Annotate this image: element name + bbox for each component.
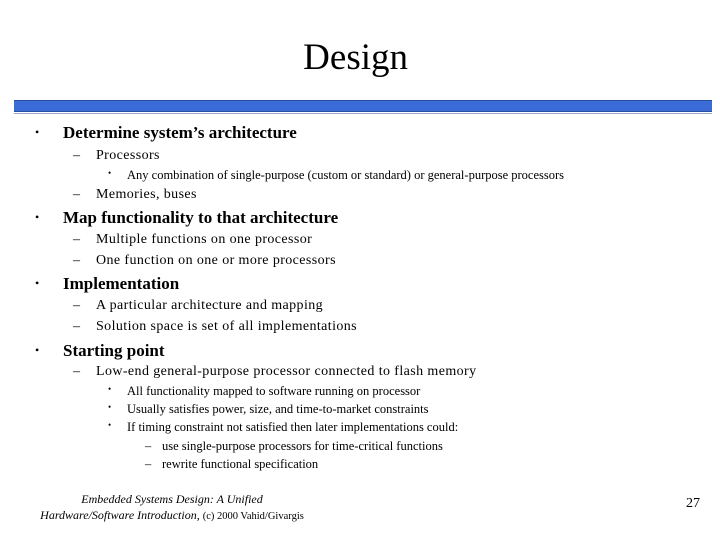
sub-sub-sub-item bbox=[145, 457, 319, 472]
sub-item-text: Solution space is set of all implementations bbox=[96, 319, 358, 334]
bullet-starting-point bbox=[35, 341, 165, 361]
sub-sub-item bbox=[108, 384, 421, 399]
footer-book-subtitle: Hardware/Software Introduction, bbox=[40, 508, 200, 522]
sub-item bbox=[73, 253, 336, 269]
footer-copyright: (c) 2000 Vahid/Givargis bbox=[202, 511, 304, 522]
sub-sub-item-text: All functionality mapped to software running on processor bbox=[127, 384, 421, 398]
page-number: 27 bbox=[686, 496, 700, 511]
dash-marker: – bbox=[73, 187, 81, 202]
bullet-map-functionality bbox=[35, 208, 339, 228]
dash-marker: – bbox=[145, 457, 152, 471]
title-underline-shadow bbox=[14, 113, 712, 114]
slide-footer bbox=[22, 491, 322, 525]
sub-sub-sub-item bbox=[145, 439, 443, 454]
bullet-text: Starting point bbox=[63, 341, 165, 360]
bullet-dot: • bbox=[35, 343, 40, 357]
footer-line-2 bbox=[22, 507, 322, 525]
dot-marker: • bbox=[108, 402, 112, 412]
sub-item-text: Low-end general-purpose processor connected to flash memory bbox=[96, 364, 477, 379]
sub-sub-item bbox=[108, 420, 459, 435]
sub-item-text: A particular architecture and mapping bbox=[96, 298, 324, 313]
title-underline-bar bbox=[14, 100, 712, 112]
dash-marker: – bbox=[73, 148, 81, 163]
sub-item-text: Memories, buses bbox=[96, 187, 197, 202]
dash-marker: – bbox=[73, 319, 81, 334]
sub-sub-sub-item-text: use single-purpose processors for time-critical functions bbox=[162, 439, 443, 453]
sub-item bbox=[73, 148, 160, 164]
sub-sub-item-text: Usually satisfies power, size, and time-to-market constraints bbox=[127, 402, 429, 416]
dot-marker: • bbox=[108, 384, 112, 394]
dot-marker: • bbox=[108, 420, 112, 430]
bullet-implementation bbox=[35, 274, 180, 294]
bullet-text: Map functionality to that architecture bbox=[63, 208, 339, 227]
sub-item bbox=[73, 298, 324, 314]
bullet-dot: • bbox=[35, 276, 40, 290]
dash-marker: – bbox=[73, 298, 81, 313]
dash-marker: – bbox=[73, 253, 81, 268]
bullet-architecture bbox=[35, 123, 297, 143]
sub-item bbox=[73, 364, 477, 380]
bullet-dot: • bbox=[35, 125, 40, 139]
sub-item-text: Processors bbox=[96, 148, 160, 163]
dash-marker: – bbox=[73, 232, 81, 247]
sub-sub-item bbox=[108, 168, 565, 183]
sub-sub-item bbox=[108, 402, 429, 417]
sub-item bbox=[73, 232, 313, 248]
dash-marker: – bbox=[145, 439, 152, 453]
dash-marker: – bbox=[73, 364, 81, 379]
footer-line-1: Embedded Systems Design: A Unified bbox=[81, 492, 263, 506]
sub-sub-item-text: Any combination of single-purpose (custom or standard) or general-purpose processors bbox=[127, 168, 565, 182]
sub-item bbox=[73, 187, 197, 203]
sub-sub-item-text: If timing constraint not satisfied then later implementations could: bbox=[127, 420, 459, 434]
bullet-text: Determine system’s architecture bbox=[63, 123, 297, 142]
sub-item-text: Multiple functions on one processor bbox=[96, 232, 313, 247]
sub-item-text: One function on one or more processors bbox=[96, 253, 336, 268]
dot-marker: • bbox=[108, 168, 112, 178]
bullet-text: Implementation bbox=[63, 274, 180, 293]
sub-sub-sub-item-text: rewrite functional specification bbox=[162, 457, 319, 471]
bullet-dot: • bbox=[35, 210, 40, 224]
slide-title: Design bbox=[303, 37, 408, 78]
sub-item bbox=[73, 319, 358, 335]
